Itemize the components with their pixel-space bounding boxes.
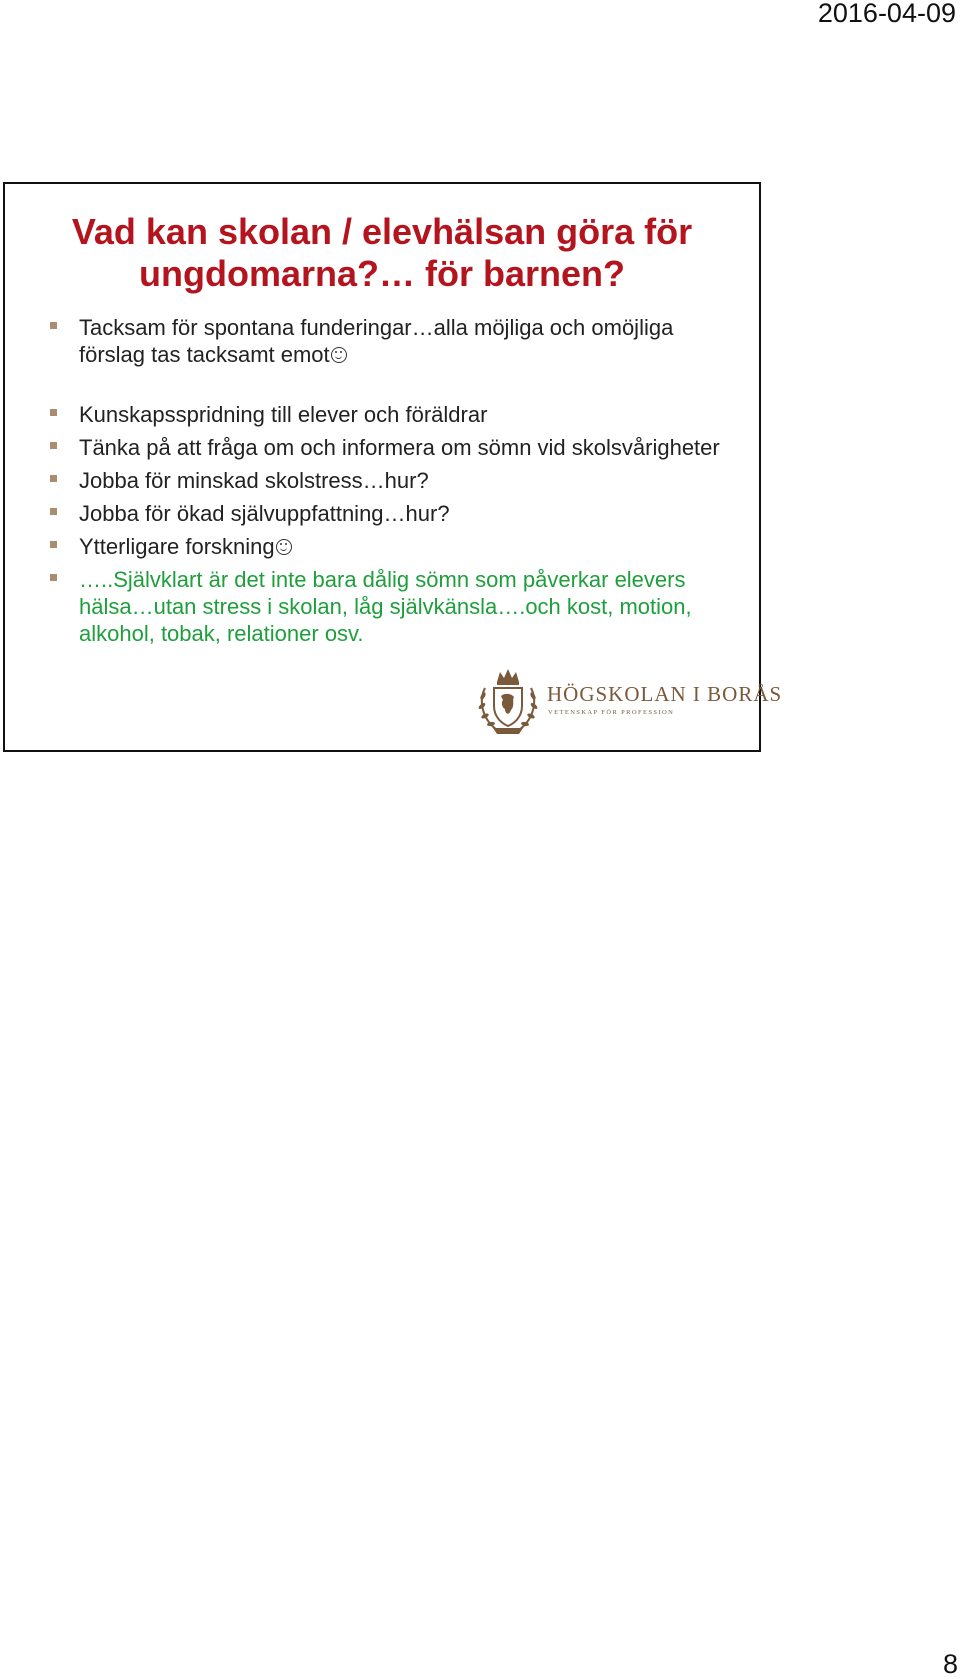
bullet-text: Tänka på att fråga om och informera om sömn vid skolsvårigheter [79,435,720,460]
bullet-item [49,314,729,368]
smiley-icon [331,347,347,363]
bullet-list [49,314,729,653]
logo-name: HÖGSKOLAN I BORÅS [547,682,783,706]
slide-title: Vad kan skolan / elevhälsan göra för ungdomarna?… för barnen? [71,211,693,294]
slide [3,182,783,752]
bullet-text: Kunskapsspridning till elever och föräldrar [79,402,488,427]
bullet-text: Jobba för minskad skolstress…hur? [79,468,429,493]
bullet-marker [50,442,57,449]
bullet-text: Jobba för ökad självuppfattning…hur? [79,501,450,526]
bullet-marker [50,574,57,581]
smiley-icon [276,539,292,555]
bullet-item [49,533,729,560]
bullet-item [49,500,729,527]
bullet-text: Tacksam för spontana funderingar…alla möjliga och omöjliga förslag tas tacksamt emot [79,315,674,367]
bullet-marker [50,541,57,548]
bullet-marker [50,508,57,515]
bullet-marker [50,322,57,329]
page-number: 8 [942,1649,958,1679]
logo-tagline: VETENSKAP FÖR PROFESSION [548,709,675,716]
crest-icon [475,666,541,738]
page-date: 2016-04-09 [817,0,956,28]
bullet-item [49,467,729,494]
bullet-marker [50,475,57,482]
bullet-item [49,434,729,461]
university-logo [475,666,783,738]
bullet-text: Ytterligare forskning [79,534,275,559]
bullet-marker [50,409,57,416]
bullet-item [49,566,729,647]
bullet-item [49,401,729,428]
bullet-text: …..Självklart är det inte bara dålig sömn som påverkar elevers hälsa…utan stress i skolan, låg självkänsla….och kost, motion, alkohol, tobak, relationer osv. [79,567,692,646]
